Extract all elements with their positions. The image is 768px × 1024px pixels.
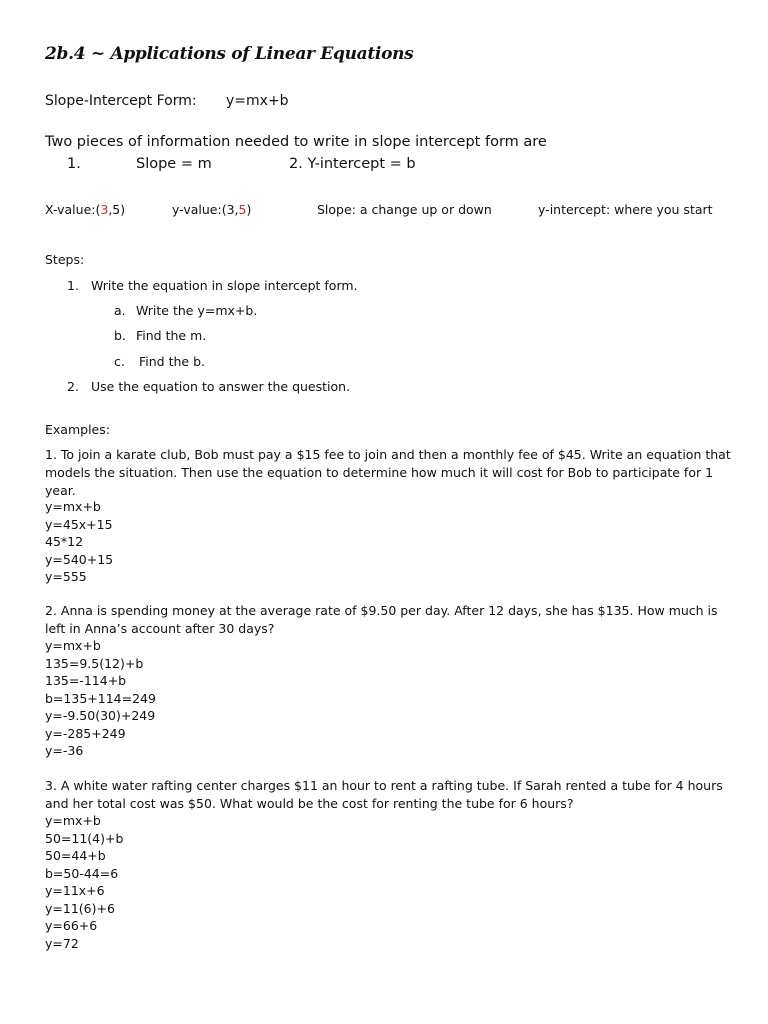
work-line: 45*12 — [45, 534, 84, 549]
work-line: y=-285+249 — [45, 725, 126, 741]
example2-work — [45, 637, 156, 760]
step2-number: 2. — [67, 379, 79, 394]
step2-text: Use the equation to answer the question. — [91, 379, 351, 394]
example3-work — [45, 812, 123, 952]
y-value: y-value:(3,5) — [172, 202, 252, 217]
work-line: y=mx+b — [45, 638, 101, 653]
slope-intercept-formula: y=mx+b — [226, 93, 289, 109]
substep-letter: c. — [114, 354, 125, 369]
examples-heading: Examples: — [45, 422, 110, 437]
work-line: y=11x+6 — [45, 883, 105, 898]
work-line: b=50-44=6 — [45, 865, 119, 881]
work-line: 135=9.5(12)+b — [45, 655, 144, 671]
work-line: y=11(6)+6 — [45, 900, 115, 916]
work-line: 135=-114+b — [45, 673, 127, 688]
example1-work — [45, 498, 113, 586]
work-line: y=-9.50(30)+249 — [45, 708, 156, 723]
substep-text: Find the b. — [139, 354, 205, 369]
page-title: 2b.4 ~ Applications of Linear Equations — [45, 44, 414, 64]
work-line: 50=11(4)+b — [45, 830, 124, 846]
work-line: y=mx+b — [45, 813, 101, 828]
substep-text: Write the y=mx+b. — [136, 303, 258, 318]
substep-text: Find the m. — [136, 328, 207, 343]
step1-text: Write the equation in slope intercept form. — [91, 278, 358, 293]
info-item1-text: Slope = m — [136, 156, 212, 172]
example1-problem: 1. To join a karate club, Bob must pay a $15 fee to join and then a monthly fee of $45. Write an equation that models the situation. Then use the equation to determine how much it will cost for Bob to participate for 1 year. — [45, 447, 731, 498]
work-line: b=135+114=249 — [45, 690, 156, 706]
work-line: y=72 — [45, 935, 79, 951]
intercept-definition: y-intercept: where you start — [538, 202, 713, 217]
work-line: y=-36 — [45, 743, 84, 758]
example3-problem: 3. A white water rafting center charges $11 an hour to rent a rafting tube. If Sarah rented a tube for 4 hours and her total cost was $50. What would be the cost for renting the tube for 6 hours? — [45, 778, 723, 811]
slope-definition: Slope: a change up or down — [317, 202, 492, 217]
work-line: y=66+6 — [45, 918, 98, 933]
example2-problem: 2. Anna is spending money at the average rate of $9.50 per day. After 12 days, she has $135. How much is left in Anna’s account after 30 days? — [45, 603, 718, 636]
work-line: y=555 — [45, 569, 87, 584]
work-line: y=540+15 — [45, 551, 114, 567]
info-item1-number: 1. — [67, 156, 81, 172]
substep-letter: b. — [114, 328, 126, 343]
work-line: y=mx+b — [45, 499, 101, 514]
info-item2-text: 2. Y-intercept = b — [289, 156, 416, 172]
info-heading: Two pieces of information needed to write in slope intercept form are — [45, 134, 547, 150]
x-value: X-value:(3,5) — [45, 202, 126, 217]
step1-number: 1. — [67, 278, 79, 293]
work-line: 50=44+b — [45, 848, 106, 863]
substep-letter: a. — [114, 303, 126, 318]
work-line: y=45x+15 — [45, 516, 113, 532]
slope-intercept-label: Slope-Intercept Form: — [45, 93, 197, 109]
steps-heading: Steps: — [45, 252, 85, 267]
